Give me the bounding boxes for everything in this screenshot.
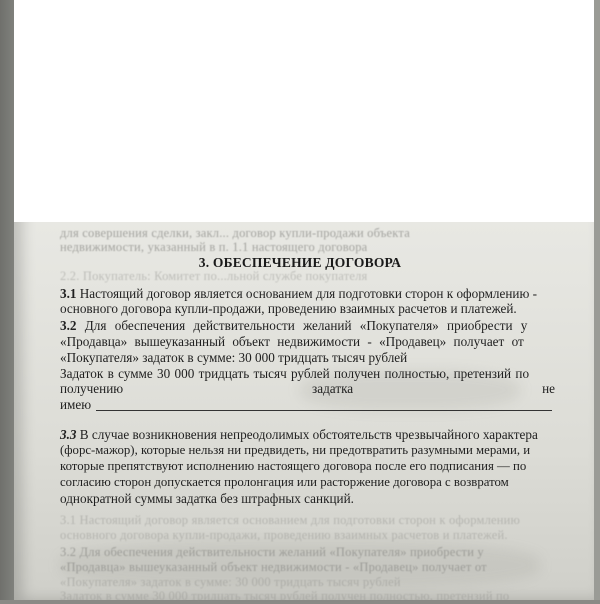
clause-3-3-line: (форс-мажор), которые нельзя ни предвидеть, ни предотвратить разумными мерами, и [60,443,531,457]
section-title: 3. ОБЕСПЕЧЕНИЕ ДОГОВОРА [198,255,402,270]
clause-3-2-line: «Покупателя» задаток в сумме: 30 000 тридцать тысяч рублей [60,350,408,365]
ghost-line: для совершения сделки, закл... договор купли-продажи объекта [60,226,410,240]
clause-3-3-line: которые препятствуют исполнению настоящего договора после его подписания — по [60,459,527,473]
clause-3-2-line [60,318,560,334]
clause-number: 3.3 [60,427,77,442]
ghost-line: недвижимости, указанный в п. 1.1 настоящего договора [60,240,368,254]
clause-text: задатка [312,381,354,396]
ghost-line: Задаток в сумме 30 000 тридцать тысяч рублей получен полностью, претензий по [60,589,510,603]
clause-3-2-line: «Продавца» вышеуказанный объект недвижимости - «Продавец» получает от [60,334,524,349]
clause-3-2-line: Задаток в сумме 30 000 тридцать тысяч рублей получен полностью, претензий по [60,366,530,381]
clause-3-3-line: согласию сторон допускается пролонгация или расторжение договора с возвратом [60,475,509,489]
ghost-line: основного договора купли-продажи, проведению взаимных расчетов и платежей. [60,528,508,542]
ghost-line: «Продавца» вышеуказанный объект недвижимости - «Продавец» получает от [60,560,487,574]
clause-number: 3.2 [60,318,77,333]
signature-underline [96,410,552,411]
clause-3-3-line [60,427,560,443]
clause-text: Для обеспечения действительности желаний «Покупателя» приобрести у [84,318,528,333]
clause-3-2-line: имею [60,397,92,412]
clause-number: 3.1 [60,286,77,301]
clause-text: не [542,381,555,396]
ghost-line: 2.2. Покупатель: Комитет по...льной службе покупателя [60,269,368,283]
clause-text: В случае возникновения непреодолимых обстоятельств чрезвычайного характера [79,427,538,442]
ghost-line: 3.1 Настоящий договор является основанием для подготовки сторон к оформлению [60,513,521,527]
clause-3-2-line [60,381,555,397]
redaction-block [14,0,594,222]
clause-text: получению [60,381,124,396]
ghost-line: «Покупателя» задаток в сумме: 30 000 тридцать тысяч рублей [60,575,401,589]
clause-3-1-line: основного договора купли-продажи, проведению взаимных расчетов и платежей. [60,301,517,316]
ghost-line: 3.2 Для обеспечения действительности желаний «Покупателя» приобрести у [60,545,484,559]
clause-3-1-line [60,286,560,302]
clause-text: Настоящий договор является основанием для подготовки сторон к оформлению - [79,286,538,301]
clause-3-3-line: однократной суммы задатка без штрафных санкций. [60,491,354,506]
